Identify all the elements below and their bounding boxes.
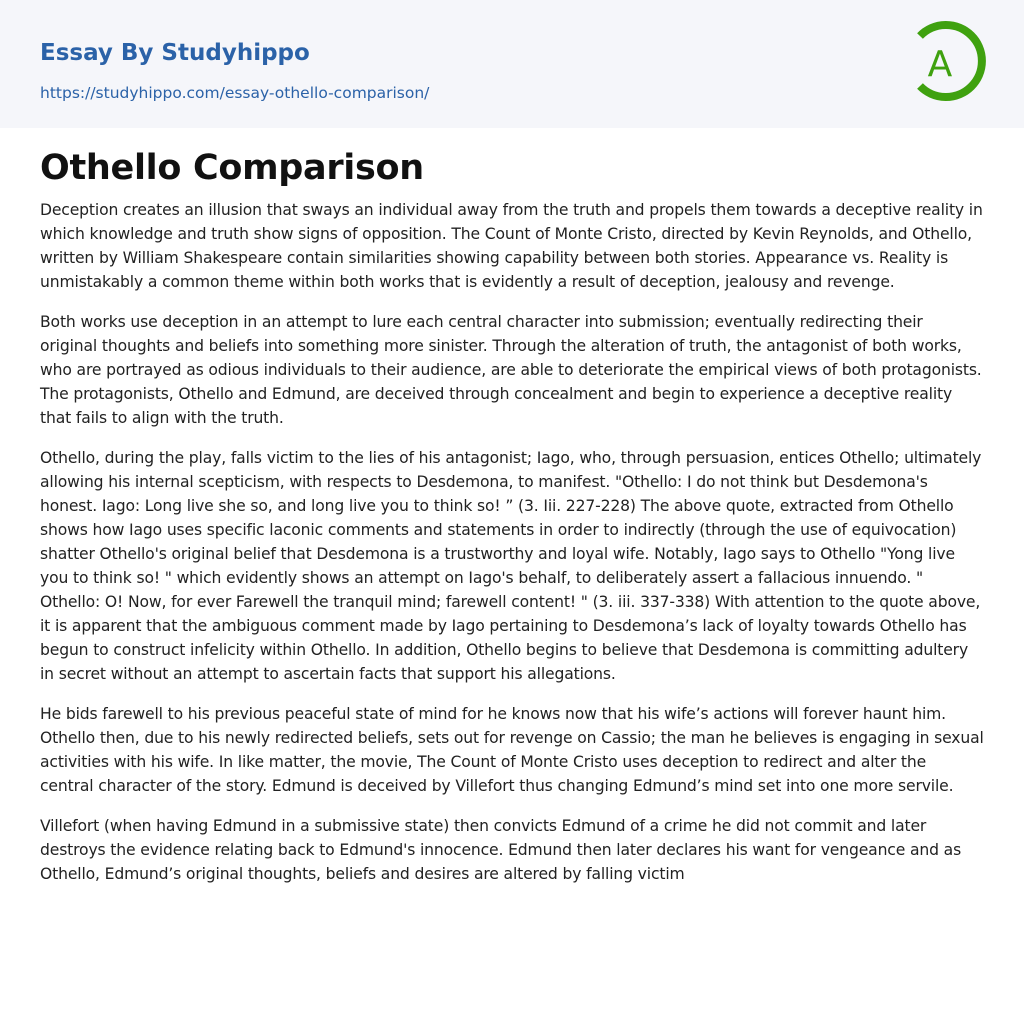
paragraph: Othello, during the play, falls victim to the lies of his antagonist; Iago, who, through persuasion, entices Othello; ultimately allowing his internal scepticism, with respects to Desdemona, to manifest. "Othello: I do not think but Desdemona's honest. Iago: Long live she so, and long live you to think so! ” (3. Iii. 227-228) The above quote, extracted from Othello shows how Iago uses specific laconic comments and statements in order to indirectly (through the use of equivocation) shatter Othello's original belief that Desdemona is a trustworthy and loyal wife. Notably, Iago says to Othello "Yong live you to think so! " which evidently shows an attempt on Iago's behalf, to deliberately assert a fallacious innuendo. " Othello: O! Now, for ever Farewell the tranquil mind; farewell content! " (3. iii. 337-338) With attention to the quote above, it is apparent that the ambiguous comment made by Iago pertaining to Desdemona’s lack of loyalty towards Othello has begun to construct infelicity within Othello. In addition, Othello begins to believe that Desdemona is committing adultery in secret without an attempt to ascertain facts that support his allegations. [40, 449, 982, 683]
paragraph: Both works use deception in an attempt to lure each central character into submission; eventually redirecting their original thoughts and beliefs into something more sinister. Through the alteration of truth, the antagonist of both works, who are portrayed as odious individuals to their audience, are able to deteriorate the empirical views of both protagonists. The protagonists, Othello and Edmund, are deceived through concealment and begin to experience a deceptive reality that fails to align with the truth. [40, 313, 982, 427]
page-title: Othello Comparison [40, 148, 424, 188]
svg-text:A: A [927, 44, 953, 85]
paragraph: Deception creates an illusion that sways an individual away from the truth and propels them towards a deceptive reality in which knowledge and truth show signs of opposition. The Count of Monte Cristo, directed by Kevin Reynolds, and Othello, written by William Shakespeare contain similarities showing capability between both stories. Appearance vs. Reality is unmistakably a common theme within both works that is evidently a result of deception, jealousy and revenge. [40, 201, 983, 291]
site-header [0, 0, 1024, 128]
paragraph: He bids farewell to his previous peaceful state of mind for he knows now that his wife’s actions will forever haunt him. Othello then, due to his newly redirected beliefs, sets out for revenge on Cassio; the man he believes is engaging in sexual activities with his wife. In like matter, the movie, The Count of Monte Cristo uses deception to redirect and alter the central character of the story. Edmund is deceived by Villefort thus changing Edmund’s mind set into one more servile. [40, 705, 984, 795]
brand-title: Essay By Studyhippo [40, 40, 310, 66]
studyhippo-logo-icon [912, 18, 986, 104]
article [0, 128, 1024, 886]
essay-url-link[interactable]: https://studyhippo.com/essay-othello-comparison/ [40, 84, 430, 102]
paragraph: Villefort (when having Edmund in a submissive state) then convicts Edmund of a crime he did not commit and later destroys the evidence relating back to Edmund's innocence. Edmund then later declares his want for vengeance and as Othello, Edmund’s original thoughts, beliefs and desires are altered by falling victim [40, 817, 962, 883]
